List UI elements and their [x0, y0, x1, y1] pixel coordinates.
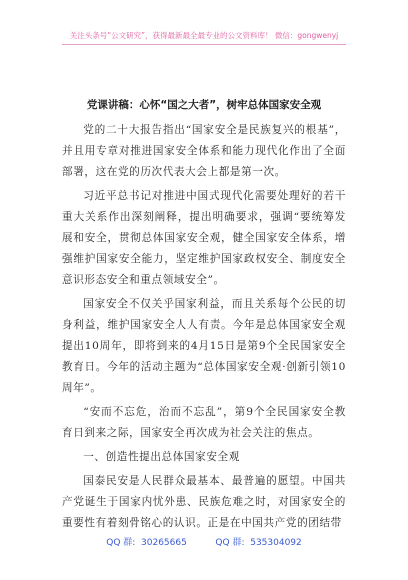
paragraph: 国家安全不仅关乎国家利益，而且关系每个公民的切身利益，维护国家安全人人有责。今年是总体国家安全观提出10周年，即将到来的4月15日是第9个全民国家安全教育日。今年的活动主题为“总体国家安全观·创新引领10周年”。	[62, 298, 346, 394]
paragraph: “安而不忘危，治而不忘乱”，第9个全民国家安全教育日到来之际，国家安全再次成为社会关注的焦点。	[62, 406, 346, 439]
header-divider	[62, 44, 346, 45]
header-banner: 关注头条号“公文研究”，获得最新最全最专业的公文资料库！ 微信：gongwenyj	[69, 31, 339, 40]
document-body	[62, 120, 346, 537]
section-heading: 一、创造性提出总体国家安全观	[83, 451, 240, 463]
paragraph: 习近平总书记对推进中国式现代化需要处理好的若干重大关系作出深刻阐释，提出明确要求，强调“要统筹发展和安全，贯彻总体国家安全观，健全国家安全体系，增强维护国家安全能力，坚定维护国家政权安全、制度安全意识形态安全和重点领域安全”。	[62, 190, 346, 286]
paragraph: 党的二十大报告指出“国家安全是民族复兴的根基”，并且用专章对推进国家安全体系和能力现代化作出了全面部署，这在党的历次代表大会上都是第一次。	[62, 124, 346, 178]
paragraph: 国泰民安是人民群众最基本、最普遍的愿望。中国共产党诞生于国家内忧外患、民族危难之时，对国家安全的重要性有着刻骨铭心的认识。正是在中国共产党的团结带	[62, 475, 346, 529]
footer-qq-groups: QQ 群: 30265665 QQ 群: 535304092	[106, 538, 302, 548]
document-title: 党课讲稿：心怀“国之大者”，树牢总体国家安全观	[86, 99, 322, 111]
